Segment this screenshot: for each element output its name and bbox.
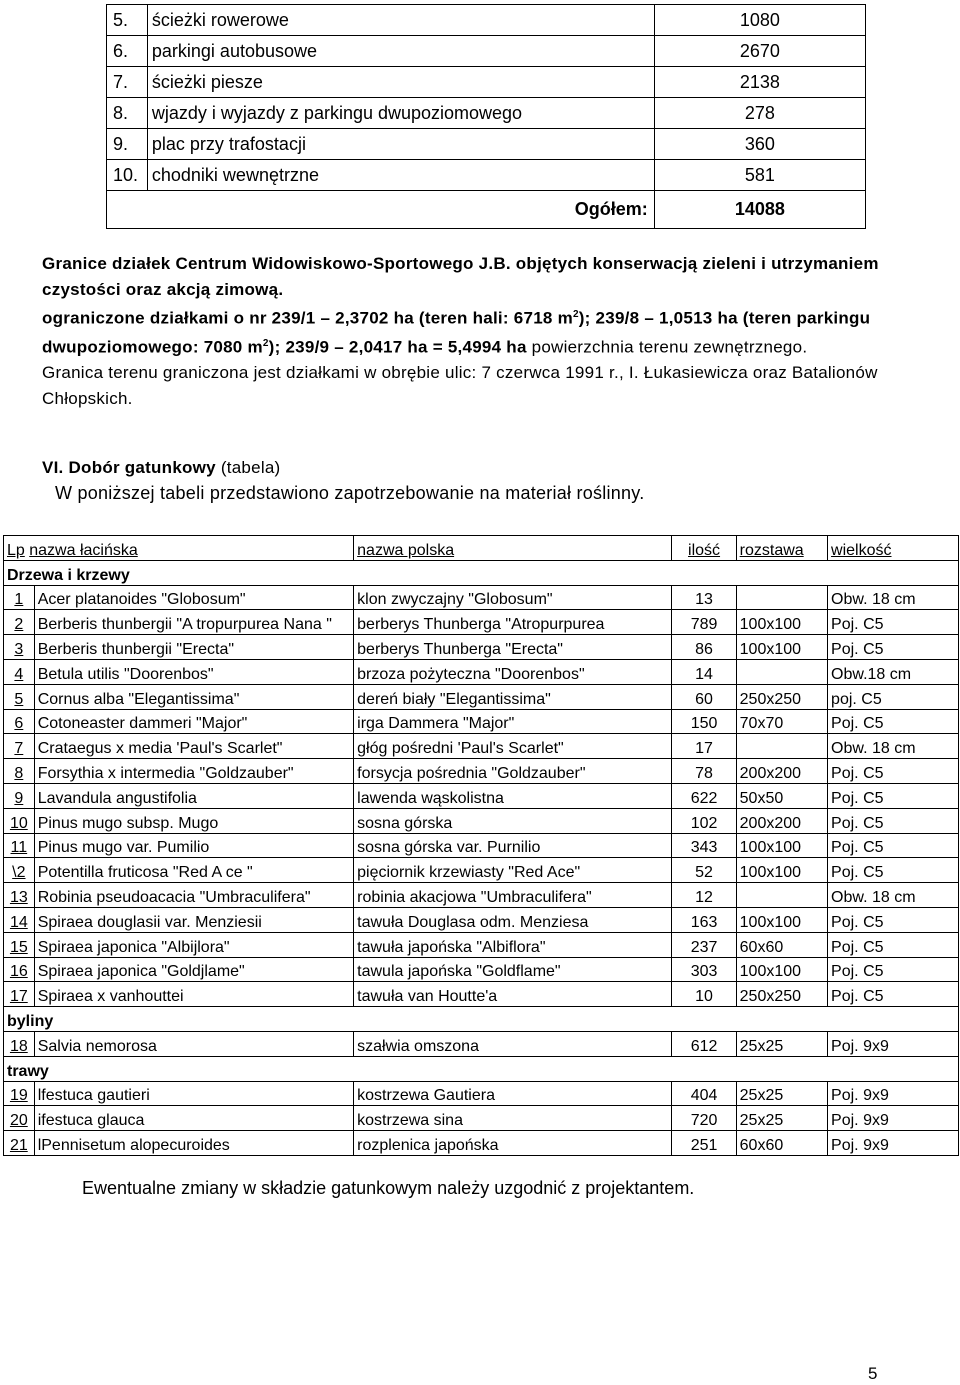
plant-lp: 20 (4, 1106, 35, 1131)
area-row-num: 9. (107, 129, 148, 160)
plant-polish: forsycja pośrednia "Goldzauber" (354, 759, 672, 784)
plant-latin: Salvia nemorosa (34, 1031, 353, 1056)
plant-size: poj. C5 (828, 684, 959, 709)
plant-spacing (736, 883, 827, 908)
plant-size: Poj. C5 (828, 907, 959, 932)
plant-spacing: 70x70 (736, 709, 827, 734)
plant-spacing: 100x100 (736, 833, 827, 858)
boundaries-section (42, 251, 882, 411)
plant-spacing: 100x100 (736, 610, 827, 635)
plant-latin: Cotoneaster dammeri "Major" (34, 709, 353, 734)
area-total-row (107, 191, 866, 229)
area-row-num: 5. (107, 5, 148, 36)
area-row-num: 8. (107, 98, 148, 129)
plant-spacing: 60x60 (736, 932, 827, 957)
plant-polish: sosna górska (354, 808, 672, 833)
plant-latin: Potentilla fruticosa "Red A ce " (34, 858, 353, 883)
plant-row (4, 1081, 959, 1106)
plant-lp: 10 (4, 808, 35, 833)
plant-qty: 78 (672, 759, 736, 784)
plant-qty: 404 (672, 1081, 736, 1106)
area-row-name: wjazdy i wyjazdy z parkingu dwupoziomowego (147, 98, 654, 129)
plant-lp: 2 (4, 610, 35, 635)
plant-lp: 17 (4, 982, 35, 1007)
plant-polish: tawuła Douglasa odm. Menziesa (354, 907, 672, 932)
plant-row (4, 932, 959, 957)
plant-spacing: 200x200 (736, 759, 827, 784)
plant-latin: Berberis thunbergii "Erecta" (34, 635, 353, 660)
area-row (107, 98, 866, 129)
plant-latin: Forsythia x intermedia "Goldzauber" (34, 759, 353, 784)
plant-spacing: 60x60 (736, 1131, 827, 1156)
plant-polish: berberys Thunberga "Atropurpurea (354, 610, 672, 635)
area-row (107, 67, 866, 98)
section-vi-heading: VI. Dobór gatunkowy (tabela) (42, 458, 281, 477)
plant-lp: 13 (4, 883, 35, 908)
plant-latin: Acer platanoides "Globosum" (34, 585, 353, 610)
plant-table-header (4, 536, 959, 561)
area-row-num: 10. (107, 160, 148, 191)
plant-latin: Pinus mugo var. Pumilio (34, 833, 353, 858)
plant-size: Poj. C5 (828, 982, 959, 1007)
footer-note: Ewentualne zmiany w składzie gatunkowym należy uzgodnić z projektantem. (82, 1178, 695, 1198)
plant-row (4, 1031, 959, 1056)
header-size: wielkość (828, 536, 959, 561)
header-spacing: rozstawa (736, 536, 827, 561)
plant-latin: Spiraea douglasii var. Menziesii (34, 907, 353, 932)
plant-spacing: 25x25 (736, 1031, 827, 1056)
plant-qty: 251 (672, 1131, 736, 1156)
plant-lp: 14 (4, 907, 35, 932)
plant-lp: 1 (4, 585, 35, 610)
plant-section-title: Drzewa i krzewy (4, 560, 959, 585)
plant-latin: Robinia pseudoacacia "Umbraculifera" (34, 883, 353, 908)
plant-size: Poj. 9x9 (828, 1131, 959, 1156)
section-number: VI. (42, 458, 64, 477)
plant-qty: 52 (672, 858, 736, 883)
plant-lp: 3 (4, 635, 35, 660)
area-row (107, 129, 866, 160)
plant-row (4, 783, 959, 808)
plant-row (4, 759, 959, 784)
area-row-name: chodniki wewnętrzne (147, 160, 654, 191)
plant-size: Obw.18 cm (828, 659, 959, 684)
plant-section-row (4, 1007, 959, 1032)
plant-qty: 60 (672, 684, 736, 709)
area-total-value: 14088 (654, 191, 865, 229)
plant-polish: głóg pośredni 'Paul's Scarlet" (354, 734, 672, 759)
plant-polish: tawuła van Houtte'a (354, 982, 672, 1007)
plant-lp: \2 (4, 858, 35, 883)
plant-row (4, 808, 959, 833)
area-row (107, 5, 866, 36)
plant-spacing: 100x100 (736, 957, 827, 982)
plant-spacing: 100x100 (736, 907, 827, 932)
header-qty: ilość (672, 536, 736, 561)
plant-lp: 7 (4, 734, 35, 759)
plant-row (4, 957, 959, 982)
plant-latin: Betula utilis "Doorenbos" (34, 659, 353, 684)
plant-latin: Spiraea x vanhouttei (34, 982, 353, 1007)
plant-lp: 5 (4, 684, 35, 709)
plant-row (4, 883, 959, 908)
plant-table (3, 535, 959, 1156)
plant-size: Poj. C5 (828, 808, 959, 833)
plant-qty: 720 (672, 1106, 736, 1131)
plant-size: Poj. C5 (828, 783, 959, 808)
plant-size: Poj. C5 (828, 932, 959, 957)
plant-polish: szałwia omszona (354, 1031, 672, 1056)
plant-latin: Spiraea japonica "Albijlora" (34, 932, 353, 957)
plant-row (4, 907, 959, 932)
plant-qty: 14 (672, 659, 736, 684)
plant-polish: berberys Thunberga "Erecta" (354, 635, 672, 660)
plant-lp: 21 (4, 1131, 35, 1156)
plant-qty: 13 (672, 585, 736, 610)
plant-spacing (736, 734, 827, 759)
plant-polish: sosna górska var. Purnilio (354, 833, 672, 858)
area-row-num: 7. (107, 67, 148, 98)
plant-qty: 17 (672, 734, 736, 759)
plant-lp: 8 (4, 759, 35, 784)
area-row-name: ścieżki piesze (147, 67, 654, 98)
plant-row (4, 858, 959, 883)
plant-spacing: 100x100 (736, 858, 827, 883)
plant-size: Poj. C5 (828, 833, 959, 858)
plant-section-row (4, 1056, 959, 1081)
plant-latin: Berberis thunbergii "A tropurpurea Nana " (34, 610, 353, 635)
plant-row (4, 1131, 959, 1156)
plant-qty: 343 (672, 833, 736, 858)
plant-polish: pięciornik krzewiasty "Red Ace" (354, 858, 672, 883)
plant-spacing: 200x200 (736, 808, 827, 833)
plant-qty: 612 (672, 1031, 736, 1056)
plant-qty: 86 (672, 635, 736, 660)
plant-lp: 18 (4, 1031, 35, 1056)
plant-polish: robinia akacjowa "Umbraculifera" (354, 883, 672, 908)
plant-size: Obw. 18 cm (828, 585, 959, 610)
plant-polish: tawuła japońska "Albiflora" (354, 932, 672, 957)
plant-polish: klon zwyczajny "Globosum" (354, 585, 672, 610)
plant-size: Poj. 9x9 (828, 1106, 959, 1131)
plant-spacing: 50x50 (736, 783, 827, 808)
plant-row (4, 734, 959, 759)
plant-polish: dereń biały "Elegantissima" (354, 684, 672, 709)
plant-size: Obw. 18 cm (828, 734, 959, 759)
boundaries-heading: Granice działek Centrum Widowiskowo-Sportowego J.B. objętych konserwacją zieleni i utrzymaniem czystości oraz akcją zimową. (42, 254, 879, 299)
plant-qty: 237 (672, 932, 736, 957)
section-title: Dobór gatunkowy (68, 458, 216, 477)
plant-size: Obw. 18 cm (828, 883, 959, 908)
area-row-name: parkingi autobusowe (147, 36, 654, 67)
plant-latin: Spiraea japonica "Goldjlame" (34, 957, 353, 982)
plant-row (4, 635, 959, 660)
plant-qty: 622 (672, 783, 736, 808)
plant-qty: 10 (672, 982, 736, 1007)
area-row-value: 1080 (654, 5, 865, 36)
area-row-value: 278 (654, 98, 865, 129)
plant-qty: 789 (672, 610, 736, 635)
plant-lp: 15 (4, 932, 35, 957)
area-row (107, 36, 866, 67)
plant-qty: 163 (672, 907, 736, 932)
plant-row (4, 659, 959, 684)
plant-row (4, 982, 959, 1007)
plant-latin: lPennisetum alopecuroides (34, 1131, 353, 1156)
plant-section-title: byliny (4, 1007, 959, 1032)
plant-size: Poj. C5 (828, 610, 959, 635)
area-row-value: 360 (654, 129, 865, 160)
plant-spacing (736, 659, 827, 684)
plant-spacing (736, 585, 827, 610)
plant-qty: 12 (672, 883, 736, 908)
plant-lp: 6 (4, 709, 35, 734)
area-row-name: plac przy trafostacji (147, 129, 654, 160)
header-polish: nazwa polska (354, 536, 672, 561)
plant-latin: ifestuca glauca (34, 1106, 353, 1131)
boundaries-paragraph: ograniczone działkami o nr 239/1 – 2,3702 ha (teren hali: 6718 $m^2$); 239/8 – 1,0513 ha (teren parkingu dwupoziomowego: 7080 $m^2$); 239/9 – 2,0417 ha = 5,4994 ha powierzchnia terenu zewnętrznego. (42, 308, 871, 357)
plant-size: Poj. C5 (828, 709, 959, 734)
plant-row (4, 833, 959, 858)
area-row-value: 2670 (654, 36, 865, 67)
plant-size: Poj. C5 (828, 635, 959, 660)
header-lp-latin: Lp nazwa łacińska (4, 536, 354, 561)
plant-latin: Pinus mugo subsp. Mugo (34, 808, 353, 833)
plant-section-row (4, 560, 959, 585)
plant-lp: 9 (4, 783, 35, 808)
plant-polish: kostrzewa Gautiera (354, 1081, 672, 1106)
plant-size: Poj. 9x9 (828, 1081, 959, 1106)
area-row-value: 581 (654, 160, 865, 191)
plant-row (4, 610, 959, 635)
plant-qty: 102 (672, 808, 736, 833)
plant-qty: 303 (672, 957, 736, 982)
plant-lp: 19 (4, 1081, 35, 1106)
plant-polish: kostrzewa sina (354, 1106, 672, 1131)
section-vi-intro: W poniższej tabeli przedstawiono zapotrzebowanie na materiał roślinny. (55, 483, 645, 503)
page-number: 5 (868, 1364, 878, 1383)
plant-spacing: 250x250 (736, 982, 827, 1007)
plant-row (4, 709, 959, 734)
plant-size: Poj. C5 (828, 957, 959, 982)
plant-latin: Cornus alba "Elegantissima" (34, 684, 353, 709)
plant-latin: Lavandula angustifolia (34, 783, 353, 808)
plant-spacing: 25x25 (736, 1106, 827, 1131)
plant-polish: irga Dammera "Major" (354, 709, 672, 734)
area-row-name: ścieżki rowerowe (147, 5, 654, 36)
plant-latin: lfestuca gautieri (34, 1081, 353, 1106)
plant-row (4, 585, 959, 610)
plant-polish: lawenda wąskolistna (354, 783, 672, 808)
plant-lp: 16 (4, 957, 35, 982)
boundaries-streets: Granica terenu graniczona jest działkami w obrębie ulic: 7 czerwca 1991 r., I. Łukasiewicza oraz Batalionów Chłopskich. (42, 363, 878, 408)
plant-latin: Crataegus x media 'Paul's Scarlet" (34, 734, 353, 759)
area-total-label: Ogółem: (107, 191, 655, 229)
area-row-num: 6. (107, 36, 148, 67)
area-table (106, 4, 866, 229)
plant-row (4, 1106, 959, 1131)
plant-lp: 11 (4, 833, 35, 858)
area-row (107, 160, 866, 191)
plant-spacing: 250x250 (736, 684, 827, 709)
plant-qty: 150 (672, 709, 736, 734)
plant-spacing: 100x100 (736, 635, 827, 660)
plant-row (4, 684, 959, 709)
plant-size: Poj. C5 (828, 858, 959, 883)
plant-spacing: 25x25 (736, 1081, 827, 1106)
plant-polish: brzoza pożyteczna "Doorenbos" (354, 659, 672, 684)
area-row-value: 2138 (654, 67, 865, 98)
plant-size: Poj. C5 (828, 759, 959, 784)
plant-polish: tawula japońska "Goldflame" (354, 957, 672, 982)
plant-size: Poj. 9x9 (828, 1031, 959, 1056)
plant-polish: rozplenica japońska (354, 1131, 672, 1156)
plant-section-title: trawy (4, 1056, 959, 1081)
plant-lp: 4 (4, 659, 35, 684)
